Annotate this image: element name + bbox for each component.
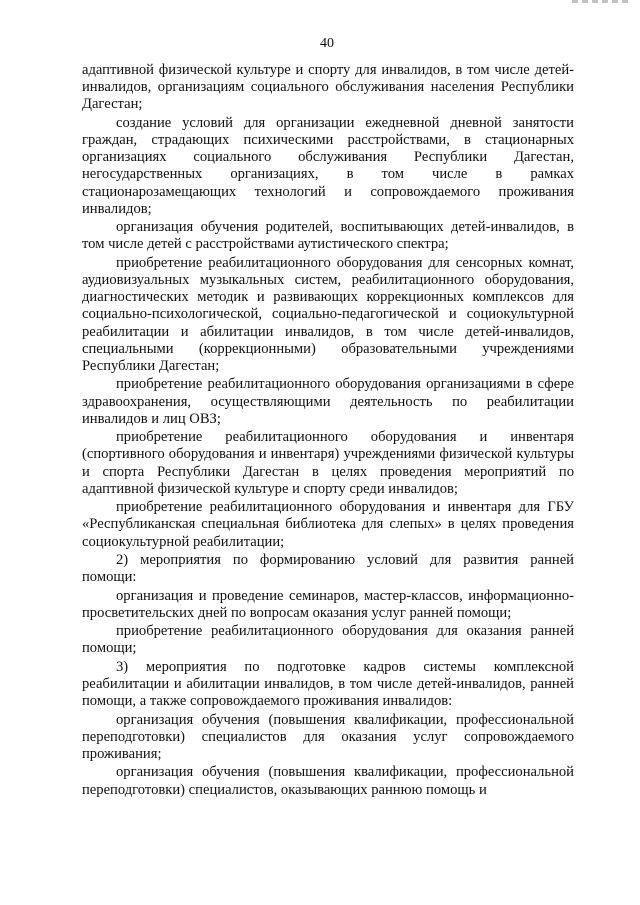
paragraph: организация обучения родителей, воспитывающих детей-инвалидов, в том числе детей с расстройствами аутистического спектра; [82, 219, 574, 253]
document-body [82, 62, 574, 800]
paragraph: приобретение реабилитационного оборудования для оказания ранней помощи; [82, 623, 574, 657]
paragraph: приобретение реабилитационного оборудования организациями в сфере здравоохранения, осуществляющими деятельность по реабилитации инвалидов и лиц ОВЗ; [82, 376, 574, 427]
numbered-paragraph: 2) мероприятия по формированию условий для развития ранней помощи: [82, 552, 574, 586]
paragraph: создание условий для организации ежедневной дневной занятости граждан, страдающих психическими расстройствами, в стационарных организациях социального обслуживания Республики Дагестан, негосударственных организациях, в том числе в рамках стационарозамещающих технологий и сопровождаемого проживания инвалидов; [82, 114, 574, 217]
page-number: 40 [320, 36, 334, 51]
paragraph: приобретение реабилитационного оборудования и инвентаря для ГБУ «Республиканская специальная библиотека для слепых» в целях проведения социокультурной реабилитации; [82, 499, 574, 550]
paragraph: организация и проведение семинаров, мастер-классов, информационно-просветительских дней по вопросам оказания услуг ранней помощи; [82, 587, 574, 621]
scan-edge-mark [572, 0, 632, 3]
paragraph-continuation: адаптивной физической культуре и спорту для инвалидов, в том числе детей-инвалидов, организациям социального обслуживания населения Республики Дагестан; [82, 62, 574, 113]
paragraph: организация обучения (повышения квалификации, профессиональной переподготовки) специалистов, оказывающих раннюю помощь и [82, 764, 574, 798]
paragraph: приобретение реабилитационного оборудования для сенсорных комнат, аудиовизуальных музыкальных систем, реабилитационного оборудования, диагностических методик и развивающих коррекционных комплексов для социально-психологической, социально-педагогической и социокультурной реабилитации и абилитации инвалидов, в том числе детей-инвалидов, специальными (коррекционными) образовательными учреждениями Республики Дагестан; [82, 254, 574, 375]
paragraph: организация обучения (повышения квалификации, профессиональной переподготовки) специалистов для оказания услуг сопровождаемого проживания; [82, 711, 574, 762]
numbered-paragraph: 3) мероприятия по подготовке кадров системы комплексной реабилитации и абилитации инвалидов, в том числе детей-инвалидов, ранней помощи, а также сопровождаемого проживания инвалидов: [82, 658, 574, 710]
paragraph: приобретение реабилитационного оборудования и инвентаря (спортивного оборудования и инвентаря) учреждениями физической культуры и спорта Республики Дагестан в целях проведения мероприятий по адаптивной физической культуре и спорту среди инвалидов; [82, 429, 574, 497]
